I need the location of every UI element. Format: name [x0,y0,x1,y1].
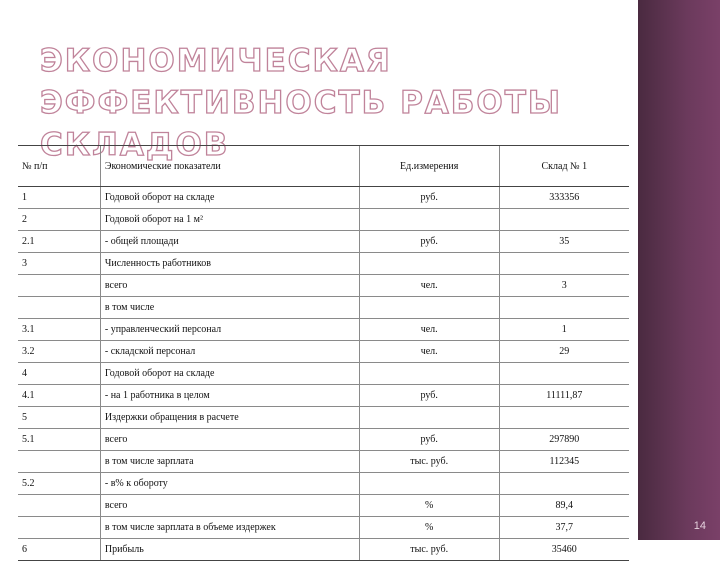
efficiency-table [18,145,629,561]
table-row [18,429,629,451]
row-value: 29 [499,341,629,363]
row-unit: чел. [359,341,499,363]
row-name: в том числе зарплата в объеме издержек [100,517,359,539]
row-unit [359,253,499,275]
row-unit: тыс. руб. [359,451,499,473]
row-name: Годовой оборот на складе [100,187,359,209]
row-name: Годовой оборот на 1 м² [100,209,359,231]
row-name: Прибыль [100,539,359,561]
table-row [18,231,629,253]
row-num: 4.1 [18,385,100,407]
row-unit: руб. [359,429,499,451]
table-row [18,187,629,209]
row-name: в том числе [100,297,359,319]
row-value: 333356 [499,187,629,209]
slide-number: 14 [693,520,706,532]
row-unit: руб. [359,187,499,209]
header-row [18,146,629,187]
row-value: 3 [499,275,629,297]
table-row [18,451,629,473]
row-num: 3 [18,253,100,275]
table-row [18,275,629,297]
row-unit: руб. [359,385,499,407]
row-num [18,517,100,539]
row-name: Годовой оборот на складе [100,363,359,385]
row-value: 112345 [499,451,629,473]
row-unit [359,363,499,385]
row-unit [359,473,499,495]
row-value [499,253,629,275]
row-name: в том числе зарплата [100,451,359,473]
table-header [18,146,629,187]
row-unit [359,297,499,319]
row-value [499,297,629,319]
row-num: 1 [18,187,100,209]
row-value [499,473,629,495]
row-num: 3.2 [18,341,100,363]
row-value: 37,7 [499,517,629,539]
row-num: 5.2 [18,473,100,495]
table-row [18,385,629,407]
row-num: 2 [18,209,100,231]
row-num [18,275,100,297]
row-unit: чел. [359,319,499,341]
row-value [499,209,629,231]
table-row [18,495,629,517]
header-unit: Ед.измерения [359,146,499,187]
row-num [18,297,100,319]
row-unit [359,407,499,429]
row-num: 5.1 [18,429,100,451]
table-row [18,297,629,319]
table-row [18,473,629,495]
row-num [18,451,100,473]
row-value [499,363,629,385]
row-name: - складской персонал [100,341,359,363]
row-value: 89,4 [499,495,629,517]
table-body [18,187,629,561]
row-num: 5 [18,407,100,429]
row-name: всего [100,275,359,297]
row-value: 35460 [499,539,629,561]
row-unit: тыс. руб. [359,539,499,561]
row-num: 4 [18,363,100,385]
row-name: всего [100,429,359,451]
page-title: ЭКОНОМИЧЕСКАЯ ЭФФЕКТИВНОСТЬ РАБОТЫ СКЛАДОВ [40,43,563,163]
row-name: Численность работников [100,253,359,275]
row-value: 1 [499,319,629,341]
table-row [18,341,629,363]
row-name: - управленческий персонал [100,319,359,341]
table-row [18,319,629,341]
row-num [18,495,100,517]
row-value [499,407,629,429]
row-unit: % [359,517,499,539]
row-name: всего [100,495,359,517]
decorative-sidebar [638,0,720,540]
row-name: - общей площади [100,231,359,253]
row-name: - на 1 работника в целом [100,385,359,407]
row-unit: чел. [359,275,499,297]
header-num: № п/п [18,146,100,187]
table-row [18,209,629,231]
header-indicator: Экономические показатели [100,146,359,187]
row-num: 6 [18,539,100,561]
row-num: 3.1 [18,319,100,341]
row-value: 297890 [499,429,629,451]
row-value: 11111,87 [499,385,629,407]
table-row [18,517,629,539]
table-row [18,539,629,561]
row-unit: % [359,495,499,517]
row-name: Издержки обращения в расчете [100,407,359,429]
row-unit: руб. [359,231,499,253]
row-value: 35 [499,231,629,253]
table-row [18,363,629,385]
table-row [18,253,629,275]
table-row [18,407,629,429]
row-unit [359,209,499,231]
row-num: 2.1 [18,231,100,253]
row-name: - в% к обороту [100,473,359,495]
header-warehouse: Склад № 1 [499,146,629,187]
